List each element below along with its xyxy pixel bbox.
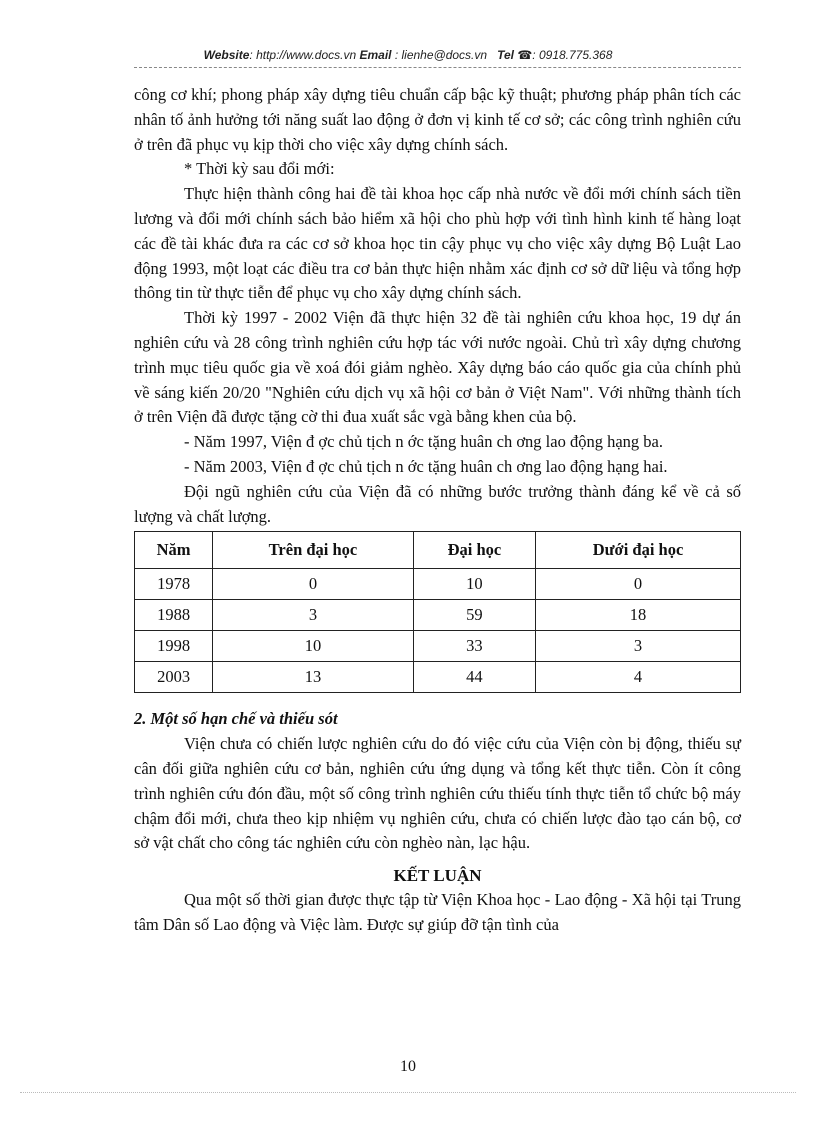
footer-divider bbox=[20, 1092, 796, 1093]
table-cell: 2003 bbox=[135, 662, 213, 693]
phone-icon: ☎ bbox=[517, 48, 533, 62]
header-divider bbox=[134, 67, 741, 68]
table-cell: 13 bbox=[213, 662, 414, 693]
table-cell: 0 bbox=[213, 569, 414, 600]
paragraph: Thời kỳ 1997 - 2002 Viện đã thực hiện 32 đề tài nghiên cứu khoa học, 19 dự án nghiên cứu và 28 công trình nghiên cứu hợp tác với nước ngoài. Chủ trì xây dựng chương trình mục tiêu quốc gia về xoá đói giảm nghèo. Xây dựng báo cáo quốc gia của chính phủ về sáng kiến 20/20 "Nghiên cứu dịch vụ xã hội cơ bản ở Việt Nam". Với những thành tích ở trên Viện đã được tặng cờ thi đua xuất sắc vgà bằng khen của bộ. bbox=[134, 308, 741, 427]
table-cell: 3 bbox=[213, 600, 414, 631]
tel-label: Tel bbox=[497, 48, 514, 62]
staff-table bbox=[134, 531, 741, 693]
column-header: Đại học bbox=[413, 532, 535, 569]
tel-value: : 0918.775.368 bbox=[532, 48, 613, 62]
paragraph: Thực hiện thành công hai đề tài khoa học cấp nhà nước về đổi mới chính sách tiền lương và đổi mới chính sách bảo hiểm xã hội cho phù hợp với tình hình kinh tế hàng loạt các đề tài khác đưa ra các cơ sở khoa học tin cậy phục vụ cho việc xây dựng Bộ Luật Lao động 1993, một loạt các điều tra cơ bản thực hiện nhằm xác định cơ sở dữ liệu và tổng hợp thông tin từ thực tiễn để phục vụ cho xây dựng chính sách. bbox=[134, 184, 741, 303]
website-value: : http://www.docs.vn bbox=[249, 48, 357, 62]
paragraph: Viện chưa có chiến lược nghiên cứu do đó việc cứu của Viện còn bị động, thiếu sự cân đối giữa nghiên cứu cơ bản, nghiên cứu ứng dụng và tổng kết thực tiễn. Còn ít công trình nghiên cứu đón đầu, một số công trình nghiên cứu thiếu tính thực tiễn tổ chức bộ máy chậm đổi mới, chưa theo kịp nhiệm vụ nghiên cứu, chưa có chiến lược đào tạo cán bộ, cơ sở vật chất cho công tác nghiên cứu còn nghèo nàn, lạc hậu. bbox=[134, 734, 741, 853]
table-row bbox=[135, 569, 741, 600]
email-label: Email bbox=[359, 48, 392, 62]
section-heading: 2. Một số hạn chế và thiếu sót bbox=[134, 709, 338, 729]
document-body bbox=[134, 83, 741, 938]
table-row bbox=[135, 631, 741, 662]
table-header-row bbox=[135, 532, 741, 569]
website-label: Website bbox=[203, 48, 250, 62]
table-cell: 1998 bbox=[135, 631, 213, 662]
conclusion-heading: KẾT LUẬN bbox=[393, 866, 482, 886]
column-header: Năm bbox=[135, 532, 213, 569]
paragraph: công cơ khí; phong pháp xây dựng tiêu chuẩn cấp bậc kỹ thuật; phương pháp phân tích các nhân tố ảnh hưởng tới năng suất lao động ở đơn vị kinh tế cơ sở; các công trình nghiên cứu ở trên đã phục vụ kịp thời cho việc xây dựng chính sách. bbox=[134, 85, 741, 154]
table-cell: 18 bbox=[536, 600, 741, 631]
page-number: 10 bbox=[400, 1058, 416, 1075]
column-header: Trên đại học bbox=[213, 532, 414, 569]
page-header bbox=[0, 48, 816, 62]
award-item: - Năm 2003, Viện đ ợc chủ tịch n ớc tặng huân ch ơng lao động hạng hai. bbox=[184, 456, 668, 476]
table-cell: 44 bbox=[413, 662, 535, 693]
table-cell: 59 bbox=[413, 600, 535, 631]
column-header: Dưới đại học bbox=[536, 532, 741, 569]
table-cell: 10 bbox=[413, 569, 535, 600]
paragraph: Qua một số thời gian được thực tập từ Viện Khoa học - Lao động - Xã hội tại Trung tâm Dân số Lao động và Việc làm. Được sự giúp đỡ tận tình của bbox=[134, 890, 741, 934]
award-item: - Năm 1997, Viện đ ợc chủ tịch n ớc tặng huân ch ơng lao động hạng ba. bbox=[184, 432, 663, 452]
subsection-label: * Thời kỳ sau đổi mới: bbox=[184, 159, 335, 179]
table-cell: 10 bbox=[213, 631, 414, 662]
table-cell: 33 bbox=[413, 631, 535, 662]
table-cell: 0 bbox=[536, 569, 741, 600]
table-cell: 1988 bbox=[135, 600, 213, 631]
paragraph: Đội ngũ nghiên cứu của Viện đã có những bước trưởng thành đáng kể về cả số lượng và chất lượng. bbox=[134, 481, 741, 526]
table-cell: 4 bbox=[536, 662, 741, 693]
table-row bbox=[135, 600, 741, 631]
table-cell: 1978 bbox=[135, 569, 213, 600]
email-value: : lienhe@docs.vn bbox=[391, 48, 488, 62]
table-cell: 3 bbox=[536, 631, 741, 662]
table-row bbox=[135, 662, 741, 693]
